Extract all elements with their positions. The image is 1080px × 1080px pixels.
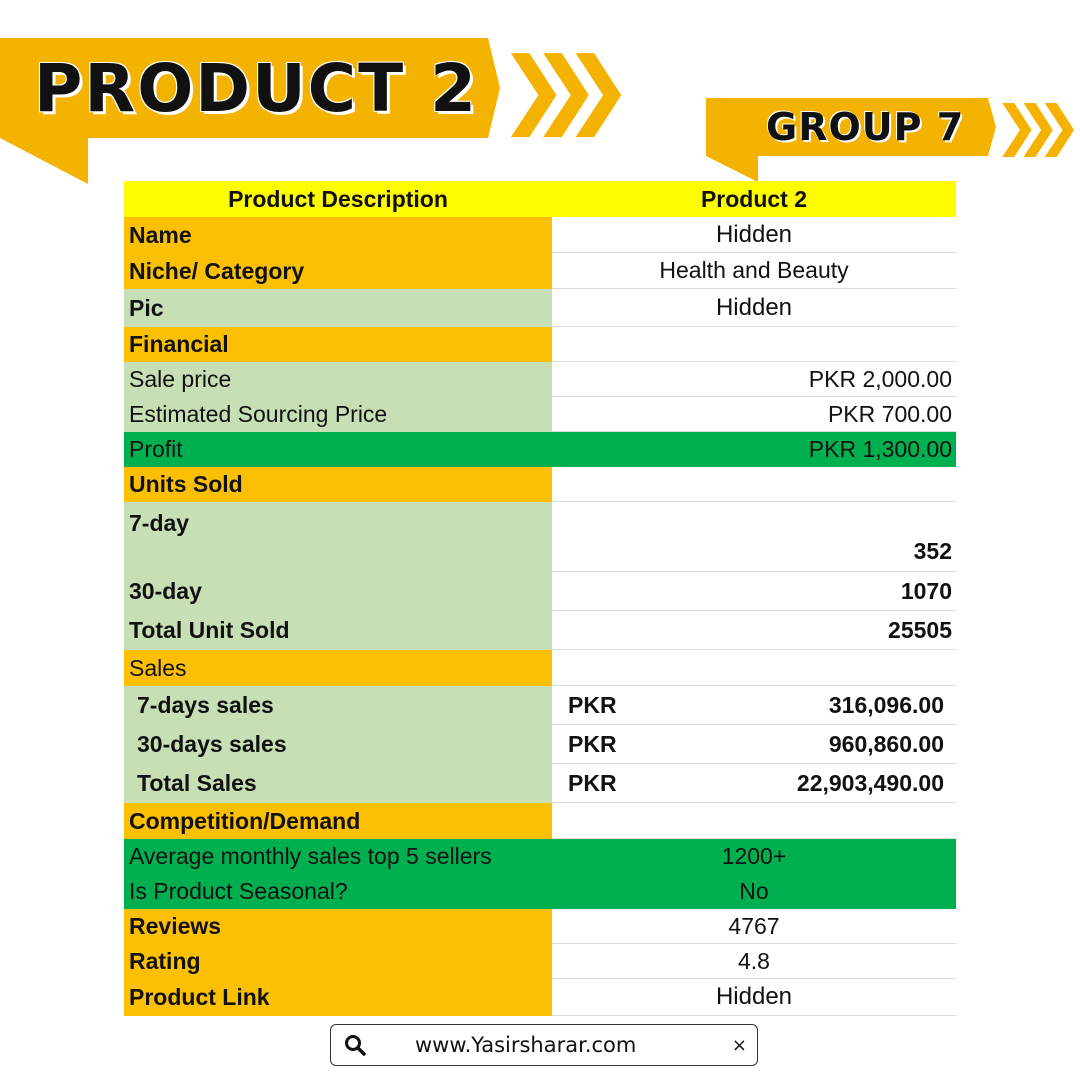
row-value xyxy=(552,686,956,725)
row-label: 7-days sales xyxy=(124,686,552,725)
row-value: PKR 1,300.00 xyxy=(552,432,956,467)
table-row xyxy=(124,979,956,1016)
row-value xyxy=(552,650,956,686)
row-label: Sale price xyxy=(124,362,552,397)
row-label: Estimated Sourcing Price xyxy=(124,397,552,432)
row-label: Name xyxy=(124,217,552,253)
row-label: Niche/ Category xyxy=(124,253,552,289)
row-label: Pic xyxy=(124,289,552,327)
table-row xyxy=(124,397,956,432)
table-row xyxy=(124,725,956,764)
row-value: 4767 xyxy=(552,909,956,944)
header-product-description: Product Description xyxy=(124,181,552,217)
group-label: GROUP 7 xyxy=(766,105,965,149)
row-label: Total Unit Sold xyxy=(124,611,552,650)
amount: 22,903,490.00 xyxy=(796,769,944,796)
row-value: PKR 2,000.00 xyxy=(552,362,956,397)
search-input-text[interactable]: www.Yasirsharar.com xyxy=(415,1033,637,1057)
row-label: Average monthly sales top 5 sellers xyxy=(124,839,552,874)
currency-label: PKR xyxy=(568,691,617,718)
table-row xyxy=(124,327,956,362)
row-label: Total Sales xyxy=(124,764,552,803)
close-icon[interactable]: × xyxy=(731,1034,747,1056)
page-title: PRODUCT 2 xyxy=(34,50,479,127)
table-row xyxy=(124,362,956,397)
row-label: 7-day xyxy=(124,502,552,572)
row-value: 352 xyxy=(552,502,956,572)
row-value: 25505 xyxy=(552,611,956,650)
row-value xyxy=(552,764,956,803)
table-row xyxy=(124,432,956,467)
row-value: 4.8 xyxy=(552,944,956,979)
table-row xyxy=(124,874,956,909)
table-row xyxy=(124,909,956,944)
table-row xyxy=(124,217,956,253)
row-label: 30-day xyxy=(124,572,552,611)
row-value xyxy=(552,725,956,764)
currency-label: PKR xyxy=(568,769,617,796)
row-value: Hidden xyxy=(552,289,956,327)
table-row xyxy=(124,289,956,327)
section-label: Units Sold xyxy=(124,467,552,502)
search-icon[interactable] xyxy=(343,1033,367,1057)
row-label: Profit xyxy=(124,432,552,467)
table-header xyxy=(124,181,956,217)
url-search-bar[interactable] xyxy=(330,1024,758,1066)
row-value: Health and Beauty xyxy=(552,253,956,289)
group-banner-fold xyxy=(706,156,758,182)
currency-label: PKR xyxy=(568,730,617,757)
row-value: Hidden xyxy=(552,979,956,1016)
chevron-right-icon: ❯❯❯ xyxy=(994,94,1058,157)
row-value: No xyxy=(552,874,956,909)
title-banner-fold xyxy=(0,138,88,184)
table-row xyxy=(124,650,956,686)
header-product: Product 2 xyxy=(552,181,956,217)
amount: 960,860.00 xyxy=(828,730,944,757)
table-row xyxy=(124,944,956,979)
table-row xyxy=(124,686,956,725)
row-label: Product Link xyxy=(124,979,552,1016)
amount: 316,096.00 xyxy=(828,691,944,718)
section-label: Financial xyxy=(124,327,552,362)
row-value: 1070 xyxy=(552,572,956,611)
table-row xyxy=(124,803,956,839)
table-row xyxy=(124,253,956,289)
table-row xyxy=(124,572,956,611)
table-row xyxy=(124,611,956,650)
row-value: Hidden xyxy=(552,217,956,253)
row-label: Is Product Seasonal? xyxy=(124,874,552,909)
table-row xyxy=(124,502,956,572)
row-value xyxy=(552,327,956,362)
table-row xyxy=(124,467,956,502)
section-label: Sales xyxy=(124,650,552,686)
section-label: Competition/Demand xyxy=(124,803,552,839)
row-label: 30-days sales xyxy=(124,725,552,764)
chevron-right-icon: ❯❯❯ xyxy=(498,39,596,137)
row-value: PKR 700.00 xyxy=(552,397,956,432)
row-label: Reviews xyxy=(124,909,552,944)
row-value xyxy=(552,803,956,839)
table-row xyxy=(124,839,956,874)
product-table xyxy=(124,181,956,1016)
row-value xyxy=(552,467,956,502)
row-label: Rating xyxy=(124,944,552,979)
table-row xyxy=(124,764,956,803)
row-value: 1200+ xyxy=(552,839,956,874)
